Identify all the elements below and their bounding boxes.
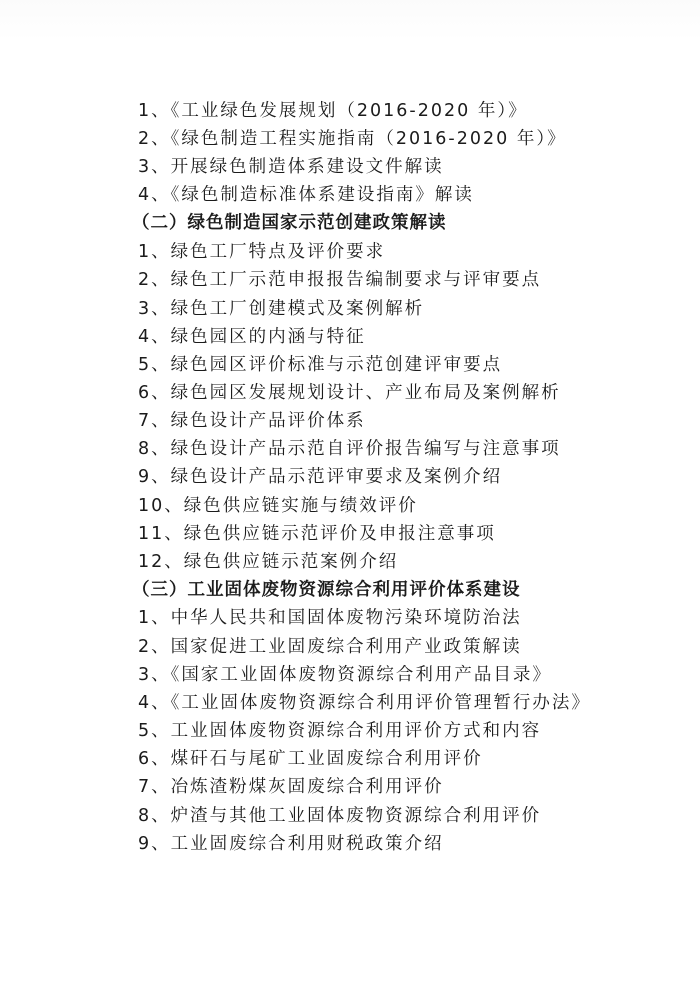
list-item: 9、绿色设计产品示范评审要求及案例介绍 [138, 467, 503, 487]
list-item: 6、绿色园区发展规划设计、产业布局及案例解析 [138, 383, 561, 403]
list-item: 2、国家促进工业固废综合利用产业政策解读 [138, 637, 522, 657]
list-item: 4、《工业固体废物资源综合利用评价管理暂行办法》 [138, 693, 591, 713]
list-item: 1、中华人民共和国固体废物污染环境防治法 [138, 608, 522, 628]
list-item: 8、炉渣与其他工业固体废物资源综合利用评价 [138, 806, 542, 826]
list-item: 3、《国家工业固体废物资源综合利用产品目录》 [138, 665, 552, 685]
list-item: 1、《工业绿色发展规划（2016-2020 年）》 [138, 101, 528, 121]
list-item: 7、绿色设计产品评价体系 [138, 411, 366, 431]
list-item: 10、绿色供应链实施与绩效评价 [138, 496, 418, 516]
list-item: 8、绿色设计产品示范自评价报告编写与注意事项 [138, 439, 561, 459]
list-item: 7、冶炼渣粉煤灰固废综合利用评价 [138, 777, 444, 797]
list-item: 4、绿色园区的内涵与特征 [138, 327, 366, 347]
list-item: 6、煤矸石与尾矿工业固废综合利用评价 [138, 749, 483, 769]
list-item: 1、绿色工厂特点及评价要求 [138, 242, 386, 262]
section-heading: （二）绿色制造国家示范创建政策解读 [132, 213, 447, 233]
list-item: 5、工业固体废物资源综合利用评价方式和内容 [138, 721, 542, 741]
list-item: 3、开展绿色制造体系建设文件解读 [138, 157, 444, 177]
list-item: 5、绿色园区评价标准与示范创建评审要点 [138, 355, 503, 375]
section-heading: （三）工业固体废物资源综合利用评价体系建设 [132, 580, 521, 600]
list-item: 9、工业固废综合利用财税政策介绍 [138, 834, 444, 854]
list-item: 12、绿色供应链示范案例介绍 [138, 552, 399, 572]
list-item: 2、绿色工厂示范申报报告编制要求与评审要点 [138, 270, 542, 290]
list-item: 11、绿色供应链示范评价及申报注意事项 [138, 524, 496, 544]
list-item: 3、绿色工厂创建模式及案例解析 [138, 299, 425, 319]
list-item: 2、《绿色制造工程实施指南（2016-2020 年）》 [138, 129, 567, 149]
list-item: 4、《绿色制造标准体系建设指南》解读 [138, 185, 474, 205]
